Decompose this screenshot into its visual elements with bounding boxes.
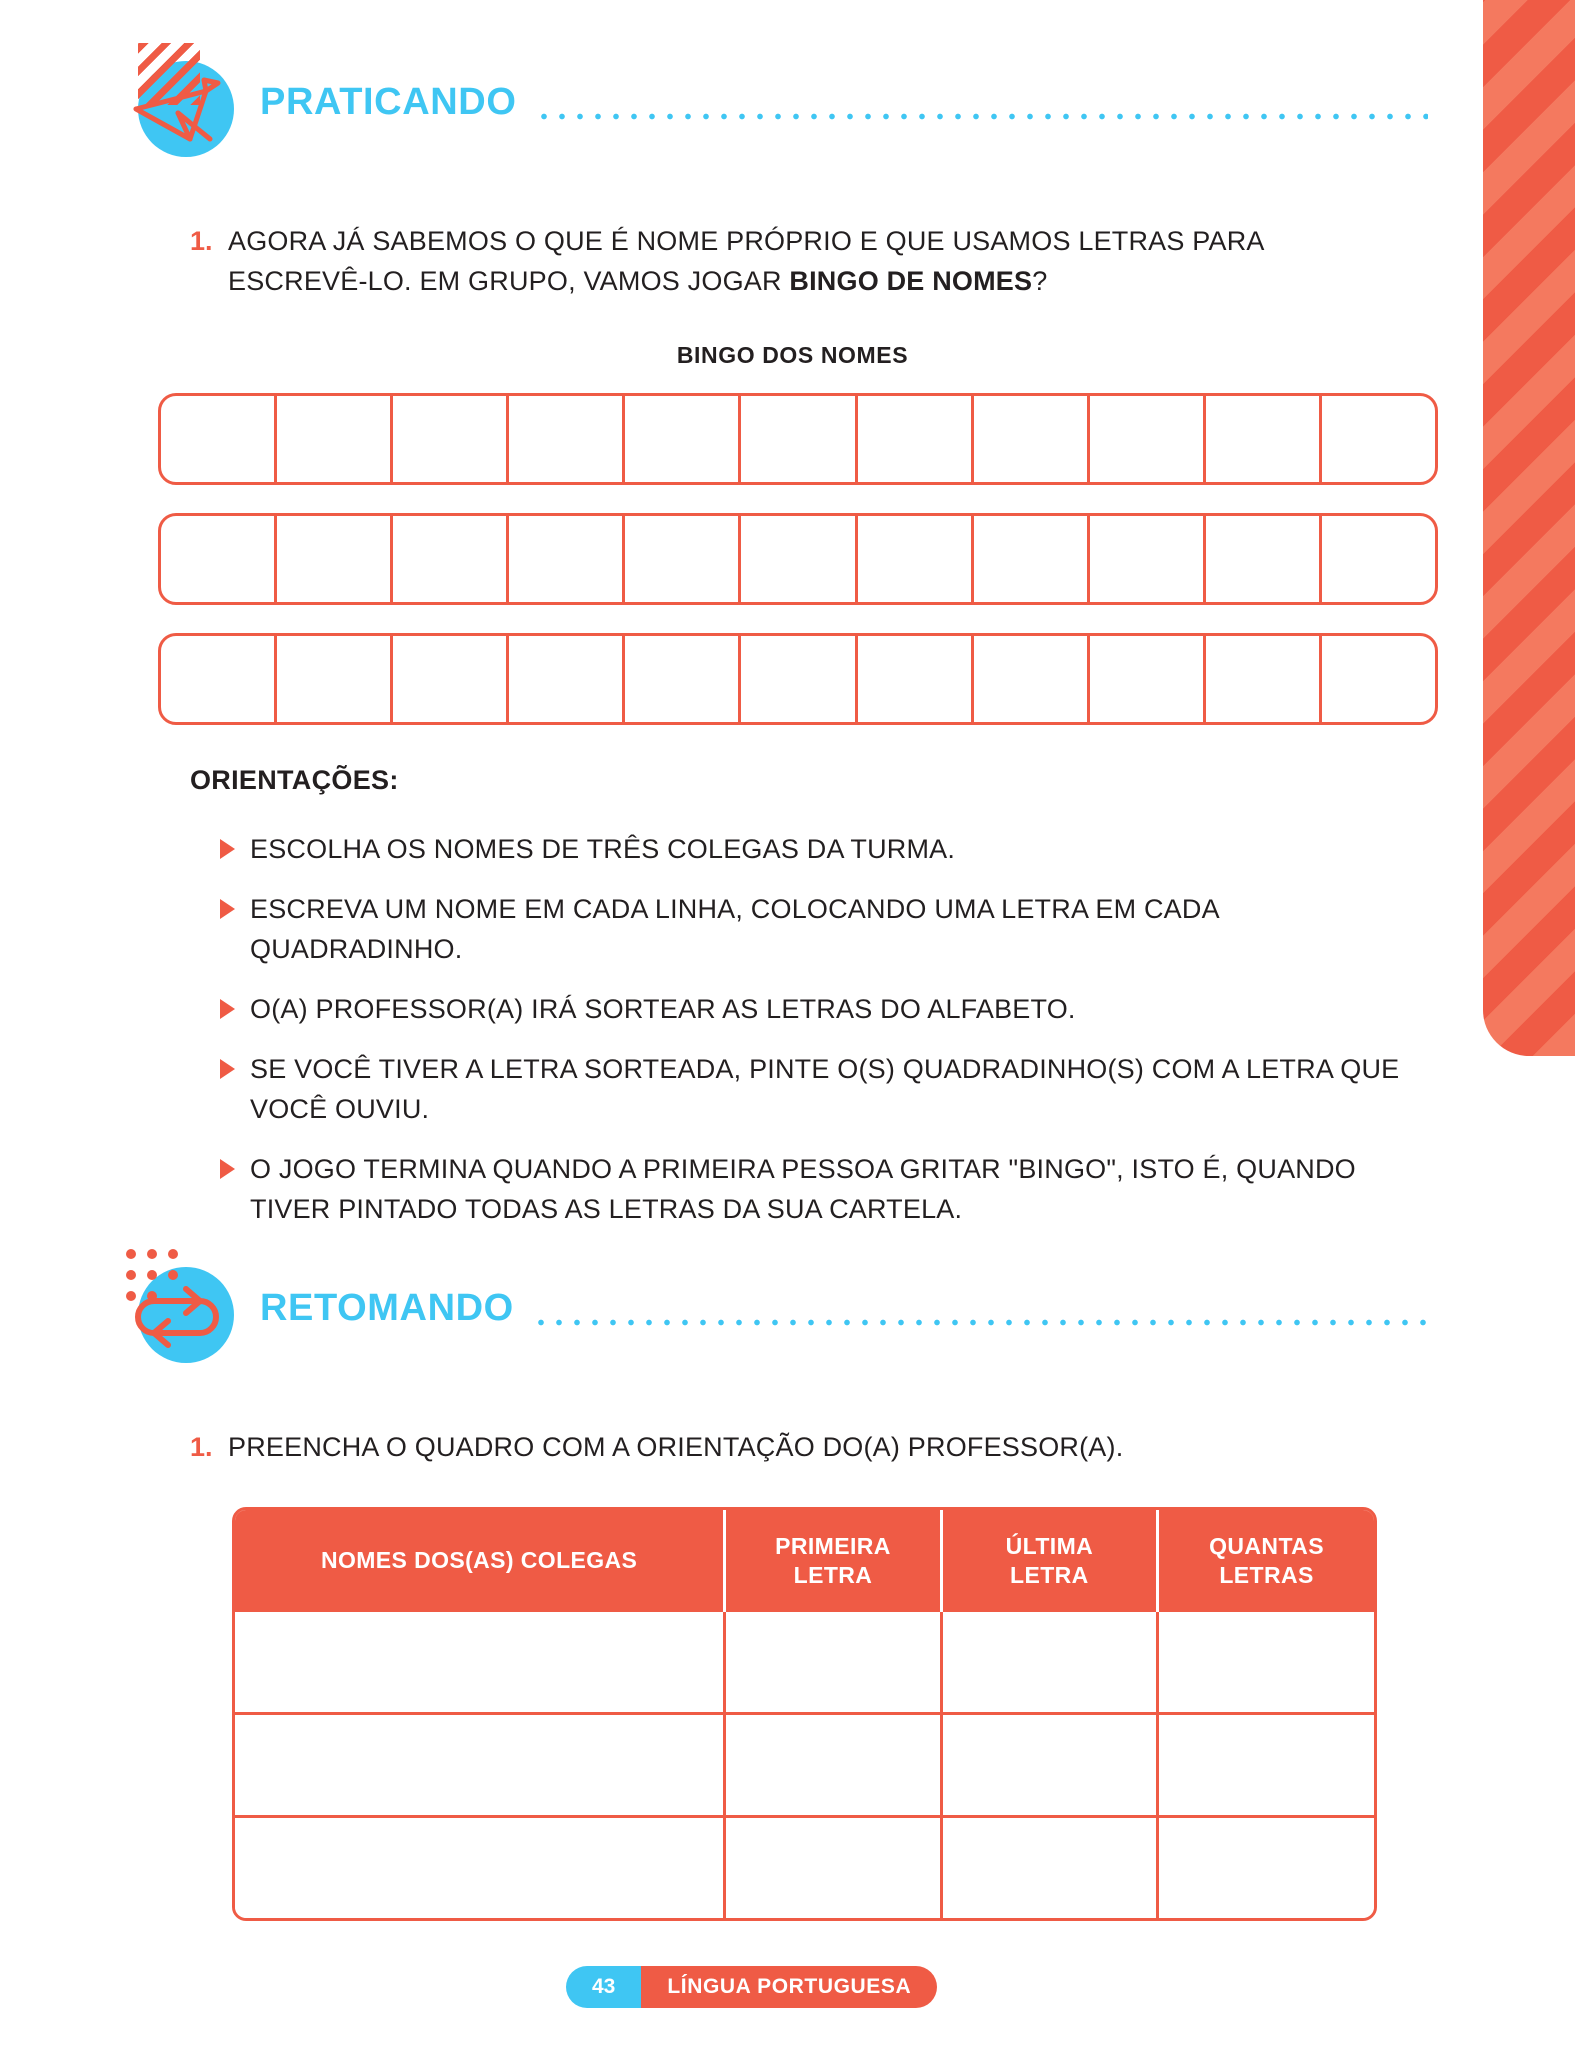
table-cell-ultima[interactable] [941, 1612, 1157, 1714]
bingo-cell[interactable] [625, 516, 741, 602]
bingo-cell[interactable] [741, 396, 857, 482]
bingo-cell[interactable] [741, 516, 857, 602]
retomando-badge [118, 1249, 236, 1367]
table-cell-primeira[interactable] [725, 1713, 941, 1816]
question-number: 1. [190, 226, 213, 256]
list-item-label: ESCOLHA OS NOMES DE TRÊS COLEGAS DA TURMA. [250, 834, 956, 864]
table-cell-nome[interactable] [235, 1612, 725, 1714]
header-line: NOMES DOS(AS) COLEGAS [320, 1547, 638, 1574]
triangle-bullet-icon [220, 899, 250, 919]
bingo-cell[interactable] [1322, 636, 1435, 722]
table-cell-quantas[interactable] [1158, 1612, 1374, 1714]
table-cell-quantas[interactable] [1158, 1713, 1374, 1816]
bingo-cell[interactable] [1206, 516, 1322, 602]
bingo-title: BINGO DOS NOMES [676, 342, 909, 368]
bingo-cell[interactable] [858, 396, 974, 482]
triangle-bullet-icon [220, 1059, 250, 1079]
list-item [220, 1150, 1400, 1230]
orientations-title: ORIENTAÇÕES: [190, 765, 399, 795]
section-dotted-rule [532, 1319, 1428, 1326]
page-edge-stripe-decoration [1483, 0, 1575, 1056]
bingo-cell[interactable] [1206, 396, 1322, 482]
table-cell-nome[interactable] [235, 1713, 725, 1816]
question-text-part-1: AGORA JÁ SABEMOS O QUE É NOME PRÓPRIO E QUE USAMOS LETRAS PARA ESCREVÊ-LO. EM GRUPO, VAMOS JOGAR [228, 226, 1264, 296]
table-header-quantas-letras [1158, 1510, 1374, 1612]
bingo-cell[interactable] [741, 636, 857, 722]
loop-arrows-icon [118, 1249, 236, 1367]
table-header-ultima-letra [941, 1510, 1157, 1612]
list-item [220, 830, 1400, 870]
page-footer [566, 1966, 937, 2008]
bingo-cell[interactable] [974, 516, 1090, 602]
bingo-cell[interactable] [161, 396, 277, 482]
bingo-cell[interactable] [1090, 396, 1206, 482]
section-header-praticando [118, 42, 1428, 162]
question-number: 1. [190, 1432, 213, 1462]
bingo-cell[interactable] [509, 396, 625, 482]
bingo-cell[interactable] [277, 396, 393, 482]
orientations-list [220, 830, 1400, 1250]
footer-subject-label: LÍNGUA PORTUGUESA [641, 1966, 937, 2008]
header-line: LETRA [793, 1561, 873, 1588]
bingo-cell[interactable] [161, 636, 277, 722]
header-line: LETRA [1010, 1561, 1089, 1588]
table-row[interactable] [235, 1713, 1374, 1816]
list-item-label: O JOGO TERMINA QUANDO A PRIMEIRA PESSOA GRITAR "BINGO", ISTO É, QUANDO TIVER PINTADO TODAS AS LETRAS DA SUA CARTELA. [250, 1153, 1356, 1224]
section-header-retomando [118, 1248, 1428, 1368]
bingo-row-2[interactable] [158, 513, 1438, 605]
bingo-cell[interactable] [1090, 516, 1206, 602]
question-text-bold: BINGO DE NOMES [789, 265, 1033, 296]
question-text [228, 222, 1395, 302]
table-row[interactable] [235, 1612, 1374, 1714]
triangle-bullet-icon [220, 839, 250, 859]
origami-bird-icon [118, 43, 236, 161]
list-item [220, 990, 1400, 1030]
bingo-cell[interactable] [509, 636, 625, 722]
colegas-table[interactable] [232, 1507, 1377, 1921]
footer-page-number: 43 [566, 1966, 641, 2008]
praticando-badge [118, 43, 236, 161]
praticando-question-1 [190, 222, 1395, 302]
list-item-label: SE VOCÊ TIVER A LETRA SORTEADA, PINTE O(S) QUADRADINHO(S) COM A LETRA QUE VOCÊ OUVIU. [250, 1053, 1400, 1124]
triangle-bullet-icon [220, 1159, 250, 1179]
bingo-cell[interactable] [625, 396, 741, 482]
header-line: QUANTAS [1209, 1533, 1324, 1559]
table-header-row [235, 1510, 1374, 1612]
table-header-primeira-letra [725, 1510, 941, 1612]
header-line: ÚLTIMA [1005, 1533, 1094, 1559]
section-title-praticando: PRATICANDO [260, 80, 517, 123]
triangle-bullet-icon [220, 999, 250, 1019]
table-row[interactable] [235, 1816, 1374, 1918]
bingo-cell[interactable] [858, 516, 974, 602]
header-line: PRIMEIRA [775, 1533, 891, 1559]
bingo-cell[interactable] [393, 516, 509, 602]
table-cell-nome[interactable] [235, 1816, 725, 1918]
table-cell-ultima[interactable] [941, 1816, 1157, 1918]
bingo-cell[interactable] [393, 396, 509, 482]
bingo-row-1[interactable] [158, 393, 1438, 485]
bingo-row-3[interactable] [158, 633, 1438, 725]
list-item [220, 1050, 1400, 1130]
bingo-cell[interactable] [277, 516, 393, 602]
bingo-cell[interactable] [858, 636, 974, 722]
question-text: PREENCHA O QUADRO COM A ORIENTAÇÃO DO(A) PROFESSOR(A). [228, 1432, 1124, 1462]
bingo-cell[interactable] [161, 516, 277, 602]
bingo-cell[interactable] [974, 396, 1090, 482]
table-cell-primeira[interactable] [725, 1612, 941, 1714]
list-item-label: ESCREVA UM NOME EM CADA LINHA, COLOCANDO UMA LETRA EM CADA QUADRADINHO. [250, 893, 1219, 964]
bingo-cell[interactable] [1090, 636, 1206, 722]
retomando-question-1 [190, 1428, 1395, 1468]
header-line: LETRAS [1219, 1561, 1314, 1588]
table-header-nomes [235, 1510, 725, 1612]
bingo-cell[interactable] [1206, 636, 1322, 722]
bingo-cell[interactable] [1322, 396, 1435, 482]
bingo-cell[interactable] [509, 516, 625, 602]
bingo-cell[interactable] [625, 636, 741, 722]
bingo-cell[interactable] [393, 636, 509, 722]
list-item [220, 890, 1400, 970]
bingo-cell[interactable] [1322, 516, 1435, 602]
table-cell-quantas[interactable] [1158, 1816, 1374, 1918]
list-item-label: O(A) PROFESSOR(A) IRÁ SORTEAR AS LETRAS DO ALFABETO. [250, 993, 1076, 1024]
section-title-retomando: RETOMANDO [260, 1286, 514, 1329]
bingo-cell[interactable] [974, 636, 1090, 722]
table-cell-ultima[interactable] [941, 1713, 1157, 1816]
bingo-cell[interactable] [277, 636, 393, 722]
table-cell-primeira[interactable] [725, 1816, 941, 1918]
section-dotted-rule [535, 113, 1428, 120]
question-text-part-2: ? [1032, 265, 1048, 296]
